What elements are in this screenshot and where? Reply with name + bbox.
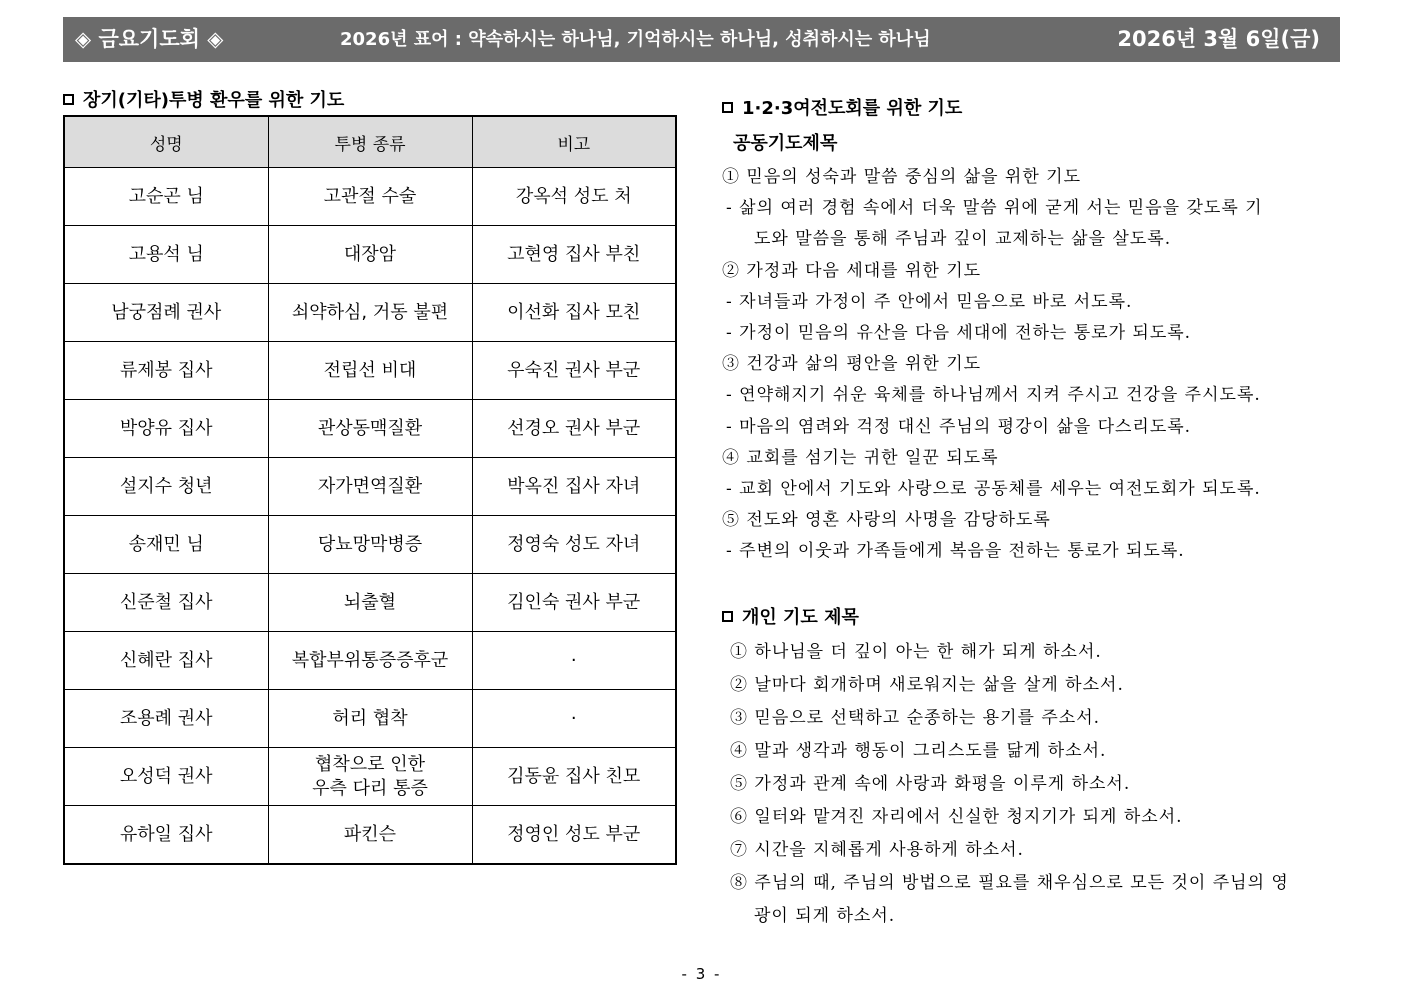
women-section-title — [722, 94, 962, 120]
table-row — [64, 168, 676, 226]
cell-illness: 전립선 비대 — [268, 342, 472, 400]
cell-name: 고순곤 님 — [64, 168, 268, 226]
header-bar — [63, 17, 1340, 62]
cell-illness: 협착으로 인한 우측 다리 통증 — [268, 748, 472, 806]
cell-note: 박옥진 집사 자녀 — [472, 458, 676, 516]
prayer-line: 도와 말씀을 통해 주님과 깊이 교제하는 삶을 살도록. — [754, 229, 1172, 250]
cell-illness: 뇌출혈 — [268, 574, 472, 632]
prayer-line: - 삶의 여러 경험 속에서 더욱 말씀 위에 굳게 서는 믿음을 갖도록 기 — [726, 198, 1263, 219]
table-row — [64, 806, 676, 865]
table-row — [64, 690, 676, 748]
cell-note: 선경오 권사 부군 — [472, 400, 676, 458]
prayer-line: - 주변의 이웃과 가족들에게 복음을 전하는 통로가 되도록. — [726, 541, 1185, 562]
sick-table-body — [64, 168, 676, 865]
cell-note: 이선화 집사 모친 — [472, 284, 676, 342]
personal-prayer-line: ⑦ 시간을 지혜롭게 사용하게 하소서. — [730, 840, 1024, 860]
prayer-line: - 가정이 믿음의 유산을 다음 세대에 전하는 통로가 되도록. — [726, 323, 1192, 343]
checkbox-square-icon — [722, 102, 733, 113]
table-row — [64, 458, 676, 516]
cell-note: 우숙진 권사 부군 — [472, 342, 676, 400]
sick-members-table — [63, 115, 677, 865]
cell-note: · — [472, 690, 676, 748]
table-row — [64, 748, 676, 806]
table-header-row — [64, 116, 676, 168]
table-row — [64, 284, 676, 342]
cell-illness: 당뇨망막병증 — [268, 516, 472, 574]
cell-illness: 대장암 — [268, 226, 472, 284]
sick-section-title — [63, 86, 344, 112]
cell-illness: 허리 협착 — [268, 690, 472, 748]
cell-note: 정영숙 성도 자녀 — [472, 516, 676, 574]
prayer-line: - 연약해지기 쉬운 육체를 하나님께서 지켜 주시고 건강을 주시도록. — [726, 385, 1261, 406]
cell-note: · — [472, 632, 676, 690]
cell-illness: 고관절 수술 — [268, 168, 472, 226]
cell-name: 설지수 청년 — [64, 458, 268, 516]
cell-name: 유하일 집사 — [64, 806, 268, 865]
personal-prayer-line: 광이 되게 하소서. — [754, 906, 896, 926]
sick-section-title-text: 장기(기타)투병 환우를 위한 기도 — [83, 90, 345, 111]
personal-section-title-text: 개인 기도 제목 — [742, 607, 859, 628]
table-row — [64, 226, 676, 284]
personal-section-title — [722, 603, 859, 629]
cell-illness: 관상동맥질환 — [268, 400, 472, 458]
personal-prayer-line: ④ 말과 생각과 행동이 그리스도를 닮게 하소서. — [730, 741, 1107, 761]
cell-illness: 파킨슨 — [268, 806, 472, 865]
personal-prayer-line: ② 날마다 회개하며 새로워지는 삶을 살게 하소서. — [730, 675, 1124, 695]
cell-illness: 자가면역질환 — [268, 458, 472, 516]
women-prayer-list — [722, 162, 1340, 562]
column-header-name: 성명 — [64, 116, 268, 168]
cell-note: 김동윤 집사 친모 — [472, 748, 676, 806]
prayer-line: ② 가정과 다음 세대를 위한 기도 — [722, 260, 982, 281]
women-section-title-text: 1·2·3여전도회를 위한 기도 — [742, 98, 963, 119]
column-header-illness: 투병 종류 — [268, 116, 472, 168]
cell-name: 오성덕 권사 — [64, 748, 268, 806]
page-number: - 3 - — [681, 965, 722, 983]
cell-name: 조용례 권사 — [64, 690, 268, 748]
cell-name: 신혜란 집사 — [64, 632, 268, 690]
prayer-line: ⑤ 전도와 영혼 사랑의 사명을 감당하도록 — [722, 510, 1051, 531]
table-row — [64, 400, 676, 458]
prayer-line: ① 믿음의 성숙과 말씀 중심의 삶을 위한 기도 — [722, 167, 1082, 187]
cell-name: 송재민 님 — [64, 516, 268, 574]
checkbox-square-icon — [63, 94, 74, 105]
cell-name: 고용석 님 — [64, 226, 268, 284]
column-header-note: 비고 — [472, 116, 676, 168]
header-title: ◈ 금요기도회 ◈ — [75, 27, 224, 51]
cell-note: 정영인 성도 부군 — [472, 806, 676, 865]
cell-note: 강옥석 성도 처 — [472, 168, 676, 226]
cell-note: 김인숙 권사 부군 — [472, 574, 676, 632]
cell-note: 고현영 집사 부친 — [472, 226, 676, 284]
prayer-line: - 마음의 염려와 걱정 대신 주님의 평강이 삶을 다스리도록. — [726, 416, 1192, 437]
table-row — [64, 342, 676, 400]
personal-prayer-line: ③ 믿음으로 선택하고 순종하는 용기를 주소서. — [730, 708, 1101, 728]
prayer-line: ④ 교회를 섬기는 귀한 일꾼 되도록 — [722, 447, 999, 468]
cell-name: 박양유 집사 — [64, 400, 268, 458]
checkbox-square-icon — [722, 611, 733, 622]
personal-prayer-line: ① 하나님을 더 깊이 아는 한 해가 되게 하소서. — [730, 642, 1102, 662]
personal-prayer-line: ⑥ 일터와 맡겨진 자리에서 신실한 청지기가 되게 하소서. — [730, 807, 1183, 827]
cell-name: 남궁점례 권사 — [64, 284, 268, 342]
prayer-line: - 자녀들과 가정이 주 안에서 믿음으로 바로 서도록. — [726, 291, 1133, 312]
table-row — [64, 516, 676, 574]
personal-prayer-line: ⑤ 가정과 관계 속에 사랑과 화평을 이루게 하소서. — [730, 774, 1131, 794]
cell-name: 신준철 집사 — [64, 574, 268, 632]
personal-prayer-list — [722, 637, 1340, 937]
header-motto: 2026년 표어 : 약속하시는 하나님, 기억하시는 하나님, 성취하시는 하나님 — [340, 29, 931, 50]
cell-illness: 쇠약하심, 거동 불편 — [268, 284, 472, 342]
prayer-line: ③ 건강과 삶의 평안을 위한 기도 — [722, 354, 982, 375]
header-date: 2026년 3월 6일(금) — [1117, 27, 1320, 51]
cell-illness: 복합부위통증증후군 — [268, 632, 472, 690]
prayer-line: - 교회 안에서 기도와 사랑으로 공동체를 세우는 여전도회가 되도록. — [726, 479, 1261, 499]
cell-name: 류제봉 집사 — [64, 342, 268, 400]
table-row — [64, 574, 676, 632]
common-prayer-subtitle: 공동기도제목 — [733, 133, 838, 154]
personal-prayer-line: ⑧ 주님의 때, 주님의 방법으로 필요를 채우심으로 모든 것이 주님의 영 — [730, 873, 1289, 893]
table-row — [64, 632, 676, 690]
